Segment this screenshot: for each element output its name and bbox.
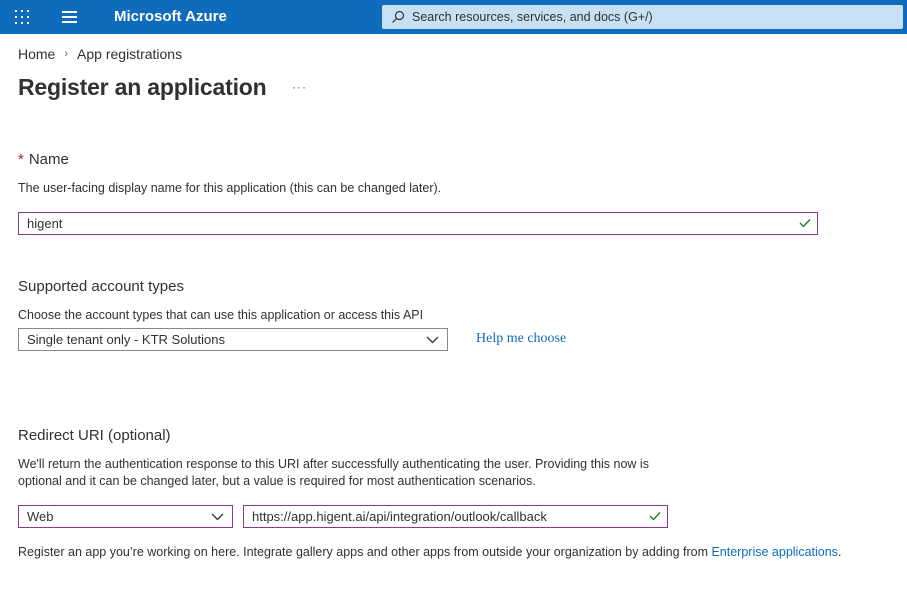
footer-period: . xyxy=(837,545,842,559)
platform-dropdown[interactable] xyxy=(18,505,233,528)
redirect-uri-value: https://app.higent.ai/api/integration/outlook/callback xyxy=(252,509,547,524)
name-label xyxy=(18,151,69,168)
footer-text: Register an app you’re working on here. Integrate gallery apps and other apps from outside your organization by adding from xyxy=(18,545,712,559)
hamburger-icon[interactable] xyxy=(62,11,77,22)
name-description: The user-facing display name for this application (this can be changed later). xyxy=(18,181,442,195)
redirect-description-line1: We'll return the authentication response to this URI after successfully authenticating the user. Providing this now is xyxy=(18,457,649,471)
chevron-right-icon: › xyxy=(64,48,69,60)
account-types-selected: Single tenant only - KTR Solutions xyxy=(27,332,225,347)
redirect-description-line2: optional and it can be changed later, but a value is required for most authentication scenarios. xyxy=(18,474,536,488)
name-label-text: Name xyxy=(28,151,69,168)
check-icon xyxy=(649,511,661,521)
breadcrumb xyxy=(18,46,182,62)
redirect-uri-label: Redirect URI (optional) xyxy=(18,427,171,444)
account-types-label: Supported account types xyxy=(18,278,184,295)
chevron-down-icon xyxy=(426,336,439,344)
redirect-uri-input[interactable] xyxy=(243,505,668,528)
waffle-icon[interactable] xyxy=(15,10,29,24)
account-types-description: Choose the account types that can use this application or access this API xyxy=(18,308,424,322)
brand-title[interactable]: Microsoft Azure xyxy=(114,8,227,25)
name-input-value: higent xyxy=(27,216,63,231)
name-input[interactable] xyxy=(18,212,818,235)
breadcrumb-home[interactable]: Home xyxy=(18,46,56,62)
more-options-icon[interactable]: ··· xyxy=(292,80,307,94)
check-icon xyxy=(799,218,811,228)
breadcrumb-app-registrations[interactable]: App registrations xyxy=(77,46,183,62)
search-placeholder: Search resources, services, and docs (G+/) xyxy=(412,10,653,24)
search-icon xyxy=(391,10,405,24)
page-title: Register an application xyxy=(18,74,267,100)
help-me-choose-link[interactable]: Help me choose xyxy=(476,331,567,346)
required-marker: * xyxy=(18,151,24,168)
enterprise-applications-link[interactable]: Enterprise applications xyxy=(711,545,838,559)
footer-note xyxy=(18,545,841,559)
top-bar xyxy=(0,0,907,34)
chevron-down-icon xyxy=(211,513,224,521)
account-types-dropdown[interactable] xyxy=(18,328,448,351)
search-input[interactable] xyxy=(382,5,903,29)
platform-selected: Web xyxy=(27,509,54,524)
